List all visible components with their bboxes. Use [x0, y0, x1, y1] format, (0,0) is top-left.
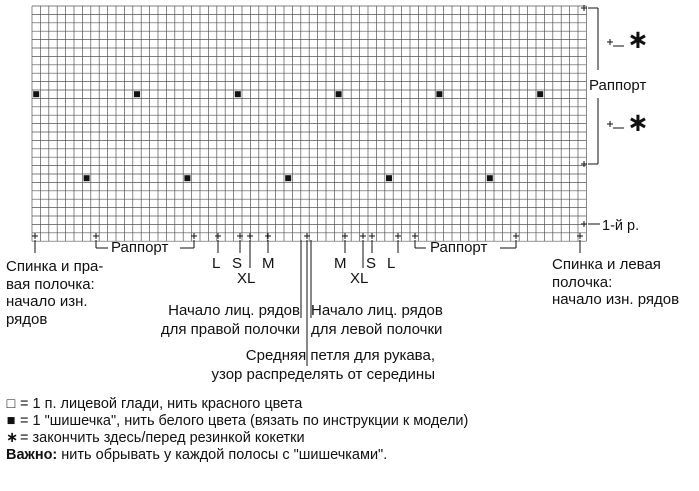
size-label-s-right: S	[366, 255, 377, 272]
bobble-cell	[336, 91, 342, 97]
size-label-m-left: M	[262, 255, 275, 272]
bobble-cell	[235, 91, 241, 97]
back-right-front-label: Спинка и пра- вая полочка: начало изн. рядов	[6, 258, 104, 328]
size-label-xl-left: XL	[237, 270, 256, 287]
size-label-l-right: L	[387, 255, 396, 272]
size-label-l-left: L	[212, 255, 221, 272]
size-label-xl-right: XL	[350, 270, 369, 287]
repeat-label-bottom-right: Раппорт	[430, 239, 488, 256]
start-right-front-label: Начало лиц. рядов для правой полочки	[160, 302, 300, 338]
important-label: Важно:	[6, 447, 58, 463]
star-icon: ∗	[6, 430, 19, 446]
bobble-cell	[84, 175, 90, 181]
start-left-front-label: Начало лиц. рядов для левой полочки	[311, 302, 443, 338]
bobble-cell	[285, 175, 291, 181]
bobble-cell	[134, 91, 140, 97]
legend-star-text: = закончить здесь/перед резинкой кокетки	[20, 430, 305, 446]
repeat-label-bottom-left: Раппорт	[111, 239, 169, 256]
bobble-cell	[436, 91, 442, 97]
bobble-cell	[537, 91, 543, 97]
legend-important-row	[6, 447, 387, 464]
bobble-cell	[184, 175, 190, 181]
legend-empty-row	[6, 396, 302, 413]
filled-square-icon: ■	[6, 413, 16, 429]
size-label-m-right: M	[334, 255, 347, 272]
important-text: нить обрывать у каждой полосы с "шишечками".	[57, 447, 388, 463]
legend-empty-text: = 1 п. лицевой глади, нить красного цвета	[20, 396, 303, 412]
star-mark-top: ∗	[627, 24, 649, 54]
size-label-s-left: S	[232, 255, 243, 272]
star-mark-bottom: ∗	[627, 107, 649, 137]
legend-bobble-row	[6, 413, 468, 430]
legend-bobble-text: = 1 "шишечка", нить белого цвета (вязать по инструкции к модели)	[20, 413, 469, 429]
back-left-front-label: Спинка и левая полочка: начало изн. рядов	[552, 256, 680, 308]
bobble-cell	[386, 175, 392, 181]
sleeve-center-label: Средняя петля для рукава, узор распределять от середины	[211, 347, 435, 383]
bobble-cell	[487, 175, 493, 181]
repeat-label-right: Раппорт	[589, 77, 647, 94]
legend-star-row	[6, 430, 305, 447]
first-row-label: 1-й р.	[602, 218, 640, 234]
empty-square-icon: □	[6, 396, 16, 412]
bobble-cell	[33, 91, 39, 97]
